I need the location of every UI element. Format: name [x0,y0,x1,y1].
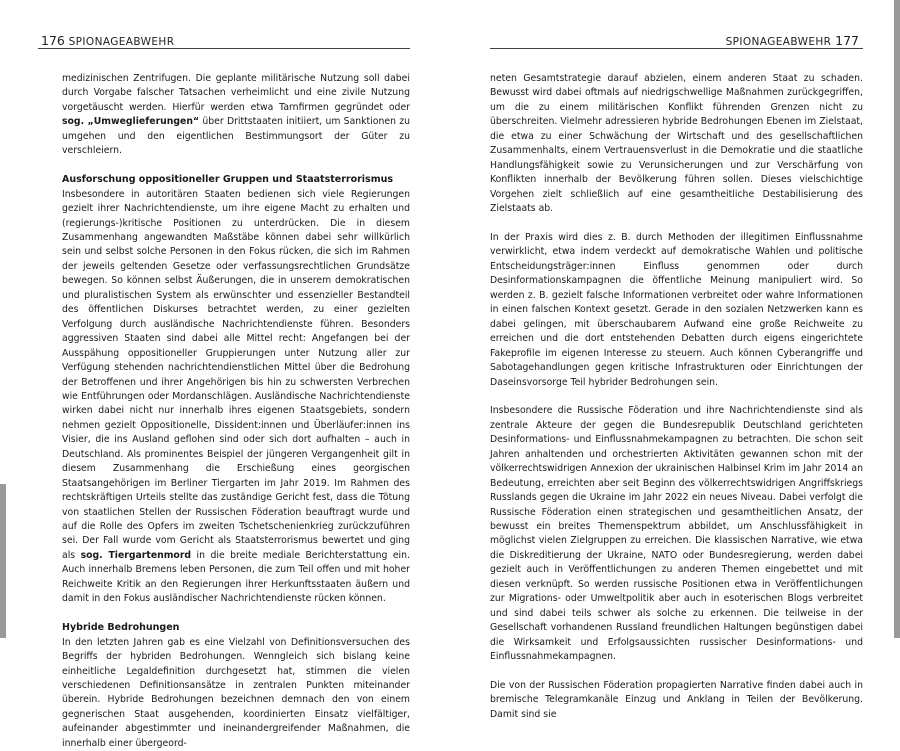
left-running-header [41,33,174,48]
right-paragraph-1: neten Gesamtstrategie darauf abzielen, einem anderen Staat zu schaden. Bewusst wird dabei oftmals auf niedrigschwellige Maßnahmen zurückgegriffen, um die zu einem militärischen Konflikt führenden Grenzen nicht zu überschreiten. Vielmehr adressieren hybride Bedrohungen Ebenen im Zielstaat, die etwa zu einer Schwächung der Wirtschaft und des gesellschaftlichen Zusammenhalts, einem Vertrauensverlust in die Demokratie und die staatliche Handlungsfähigkeit sowie zu Verunsicherungen und zur Verschärfung von Konflikten innerhalb der Bevölkerung führen sollen. Dieses vielschichtige Vorgehen zielt schließlich auf eine gesamtheitliche Destabilisierung des Zielstaats ab. [490,73,863,215]
left-page-edge-marker [0,484,6,638]
right-paragraph-4: Die von der Russischen Föderation propagierten Narrative finden dabei auch in bremische Telegramkanäle Einzug und Anklang in Teilen der Bevölkerung. Damit sind sie [490,679,863,720]
term-tiergartenmord: sog. Tiergartenmord [80,549,192,561]
right-running-header [726,33,859,48]
section-heading-hybride-bedrohungen: Hybride Bedrohungen [62,622,180,634]
left-page-number: 176 [41,33,65,48]
left-header-rule [38,48,410,49]
left-page-body [62,72,410,751]
right-page [450,0,900,720]
left-page [0,0,450,749]
left-paragraph-3: In den letzten Jahren gab es eine Vielzahl von Definitionsversuchen des Begriffs der hybriden Bedrohungen. Wenngleich sich bislang keine einheitliche Legaldefinition durchgesetzt hat, stimmen die vielen verschiedenen Definitionsansätze in zentralen Punkten miteinander überein. Hybride Bedrohungen bezeichnen demnach den von einem gegnerischen Staat ausgehenden, koordinierten Einsatz vielfältiger, aufeinander abgestimmter und ineinandergreifender Maßnahmen, die innerhalb einer übergeord- [62,636,410,749]
left-paragraph-2-text-b: in die breite mediale Berichterstattung ein. Auch innerhalb Bremens leben Personen, die zum Teil offen und mit hoher Reichweite Kritik an den Regierungen ihrer Herkunftsstaaten äußern und damit in den Fokus ausländischer Nachrichtendienste rücken können. [62,549,410,605]
left-paragraph-2 [62,188,410,607]
term-umweglieferungen: sog. „Umweglieferungen“ [62,116,200,128]
left-paragraph-2-text-a: Insbesondere in autoritären Staaten bedienen sich viele Regierungen gezielt ihrer Nachrichtendienste, um ihre eigene Macht zu erhalten und (regierungs-)kritische Positionen zu unterdrücken. Die in diesem Zusammenhang angewandten Maßstäbe können dabei sehr willkürlich sein und selbst solche Personen in den Fokus rücken, die sich im Rahmen der jeweils geltenden Gesetze oder verfassungsrechtlichen Grundsätze bewegen. So können selbst Äußerungen, die in unserem demokratischen und pluralistischen System als erwünschter und essenzieller Bestandteil des öffentlichen Diskurses betrachtet werden, zu einer gezielten Verfolgung durch ausländische Nachrichtendienste führen. Besonders aggressiven Staaten sind dabei alle Mittel recht: Angefangen bei der Ausspähung oppositioneller Gruppierungen unter Nutzung aller zur Verfügung stehenden nachrichtendienstlichen Mittel über die Bedrohung der Betroffenen und ihrer Angehörigen bis hin zu schwersten Verbrechen wie Entführungen oder Mordanschlägen. Ausländische Nachrichtendienste wirken dabei nicht nur innerhalb ihres eigenen Staatsgebiets, sondern nehmen gezielt Oppositionelle, Dissident:innen und Überläufer:innen ins Visier, die ins Ausland geflohen sind oder sich dort aufhalten – auch in Deutschland. Als prominentes Beispiel der jüngeren Vergangenheit gilt in diesem Zusammenhang die Erschießung eines georgischen Staatsangehörigen im Berliner Tiergarten im Jahr 2019. Im Rahmen des rechtskräftigen Urteils stellte das zuständige Gericht fest, dass die Tötung von staatlichen Stellen der Russischen Föderation beauftragt wurde und auf die Rolle des Opfers im zweiten Tschetschenienkrieg zurückzuführen sei. Der Fall wurde vom Gericht als Staatsterrorismus bewertet und ging als [62,188,410,561]
left-paragraph-1-text-b: über Drittstaaten initiiert, um Sanktionen zu umgehen und den eigentlichen Bestimmungsort der Güter zu verschleiern. [62,116,411,157]
right-page-edge-marker [894,0,900,638]
left-running-head: SPIONAGEABWEHR [68,36,175,48]
section-heading-ausforschung: Ausforschung oppositioneller Gruppen und Staatsterrorismus [62,174,394,186]
right-running-head: SPIONAGEABWEHR [725,36,832,48]
left-paragraph-1 [62,72,410,159]
right-page-number: 177 [835,33,859,48]
right-paragraph-3: Insbesondere die Russische Föderation und ihre Nachrichtendienste sind als zentrale Akteure der gegen die Bundesrepublik Deutschland gerichteten Desinformations- und Einflussnahmekampagnen zu betrachten. Die schon seit Jahren anhaltenden und orchestrierten Aktivitäten gewannen schon mit der völkerrechtswidrigen Annexion der ukrainischen Halbinsel Krim im Jahr 2014 an Bedeutung, erreichten aber seit Beginn des völkerrechtswidrigen Angriffskriegs Russlands gegen die Ukraine im Jahr 2022 ein neues Niveau. Dabei verfolgt die Russische Föderation einen strategischen und gesamtheitlichen Ansatz, der bewusst ein breites Themenspektrum abbildet, um Anschlussfähigkeit in möglichst vielen Zielgruppen zu erreichen. Die klassischen Narrative, wie etwa die Diskreditierung der Ukraine, NATO oder Bundesregierung, werden dabei gezielt auch in Veröffentlichungen zu anderen Themen eingebettet und mit diesen verknüpft. So werden russische Positionen etwa in Veröffentlichungen zur Migrations- oder Umweltpolitik aber auch in esoterischen Blogs verbreitet und sind dabei teils schwer als solche zu erkennen. Die teilweise in der Gesellschaft vorhandenen Russland freundlichen Haltungen begünstigen dabei die Wirksamkeit und Erfolgsaussichten russischer Desinformations- und Einflussnahmekampagnen. [490,405,863,663]
left-paragraph-1-text-a: medizinischen Zentrifugen. Die geplante militärische Nutzung soll dabei durch Vorgabe falscher Tatsachen verheimlicht und eine zivile Nutzung vorgetäuscht werden. Hierfür werden etwa Tarnfirmen gegründet oder [62,73,410,113]
right-page-body [490,72,863,722]
right-paragraph-2: In der Praxis wird dies z. B. durch Methoden der illegitimen Einflussnahme verwirklicht, etwa indem verdeckt auf demokratische Wahlen und politische Entscheidungsträger:innen Einfluss genommen oder durch Desinformationskampagnen die öffentliche Meinung manipuliert wird. So werden z. B. gezielt falsche Informationen verbreitet oder wahre Informationen in einen falschen Kontext gesetzt. Gerade in den sozialen Netzwerken kann es dabei gelingen, mit überschaubarem Aufwand eine große Reichweite zu erreichen und die dort entstehenden Debatten durch eigens eingerichtete Fakeprofile im eigenen Interesse zu steuern. Auch können Cyberangriffe und Sabotagehandlungen gegen kritische Infrastrukturen oder Einrichtungen der Daseinsvorsorge Teil hybrider Bedrohungen sein. [490,231,863,388]
right-header-rule [490,48,863,49]
